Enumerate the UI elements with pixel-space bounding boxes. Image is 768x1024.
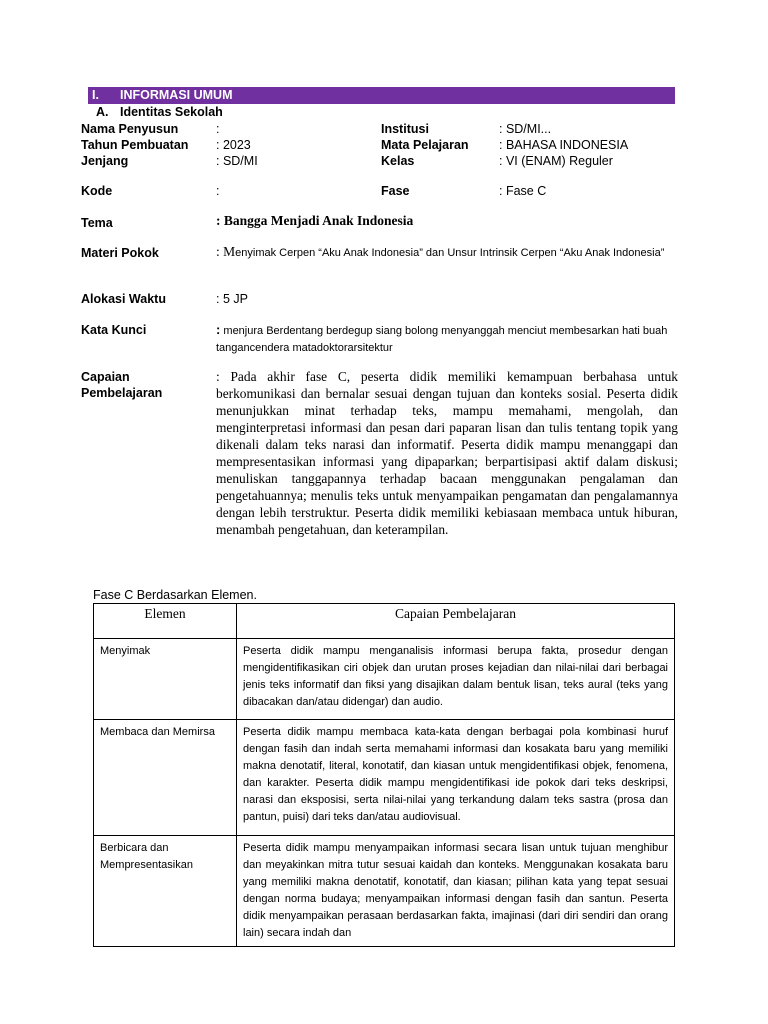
row-element-line1: Berbicara dan (100, 842, 169, 854)
value-institusi: : SD/MI... (499, 122, 552, 136)
table-row (94, 720, 675, 836)
section-header (88, 87, 675, 104)
header-elemen: Elemen (94, 604, 237, 639)
row-element-line2: Mempresentasikan (100, 859, 193, 871)
label-materi-pokok: Materi Pokok (81, 246, 159, 260)
row-text: Peserta didik mampu menganalisis informasi berupa fakta, prosedur dengan mengidentifikasikan ciri objek dan urutan proses kejadian dan nilai-nilai dari berbagai jenis teks informatif dan fiksi yang disajikan dalam bentuk lisan, teks aural (teks yang dibacakan dan/atau didengar) dan audio. (237, 639, 675, 720)
label-kode: Kode (81, 184, 113, 198)
label-jenjang: Jenjang (81, 154, 129, 168)
materi-pokok-text: enyimak Cerpen “Aku Anak Indonesia” dan Unsur Intrinsik Cerpen “Aku Anak Indonesia” (235, 247, 665, 259)
value-kata-kunci (216, 321, 678, 357)
label-kata-kunci: Kata Kunci (81, 323, 147, 337)
row-element (94, 836, 237, 947)
value-materi-pokok (216, 243, 678, 262)
table-row (94, 836, 675, 947)
subsection-title: Identitas Sekolah (120, 105, 223, 119)
value-tahun-pembuatan: : 2023 (216, 138, 251, 152)
row-text: Peserta didik mampu menyampaikan informasi secara lisan untuk tujuan menghibur dan meyakinkan mitra tutur sesuai kaidah dan konteks. Menggunakan kosakata baru yang memiliki makna denotatif, konotatif, dan kiasan; pilihan kata yang tepat sesuai dengan norma budaya; menyampaikan informasi dengan fasih dan santun. Peserta didik menyampaikan perasaan berdasarkan fakta, imajinasi (dari diri sendiri dan orang lain) secara indah dan (237, 836, 675, 947)
label-nama-penyusun: Nama Penyusun (81, 122, 179, 136)
section-number: I. (92, 88, 99, 102)
row-element: Menyimak (94, 639, 237, 720)
materi-pokok-colon: : M (216, 244, 236, 259)
value-nama-penyusun: : (216, 122, 220, 136)
capaian-pembelajaran-text: : Pada akhir fase C, peserta didik memiliki kemampuan berbahasa untuk berkomunikasi dan bernalar sesuai dengan tujuan dan konteks sosial. Peserta didik menunjukkan minat terhadap teks, mampu memahami, mengolah, dan menginterpretasi informasi dan pesan dari paparan lisan dan tulis tentang topik yang dikenali dalam teks narasi dan informatif. Peserta didik mampu menanggapi dan mempresentasikan informasi yang dipaparkan; berpartisipasi aktif dalam diskusi; menuliskan tanggapannya terhadap bacaan menggunakan pengalaman dan pengetahuannya; menulis teks untuk menyampaikan pengamatan dan pengalamannya dengan lebih terstruktur. Peserta didik memiliki kebiasaan membaca untuk hiburan, menambah pengetahuan, dan keterampilan. (216, 369, 678, 537)
header-capaian: Capaian Pembelajaran (237, 604, 675, 639)
value-alokasi-waktu: : 5 JP (216, 292, 248, 306)
value-kode: : (216, 184, 220, 198)
table-caption: Fase C Berdasarkan Elemen. (93, 588, 257, 602)
label-kelas: Kelas (381, 154, 415, 168)
kata-kunci-colon: : (216, 322, 221, 337)
row-element: Membaca dan Memirsa (94, 720, 237, 836)
label-capaian-line1: Capaian (81, 370, 130, 384)
label-alokasi-waktu: Alokasi Waktu (81, 292, 166, 306)
subsection-header (96, 105, 223, 119)
table-row (94, 639, 675, 720)
label-tahun-pembuatan: Tahun Pembuatan (81, 138, 189, 152)
label-mata-pelajaran: Mata Pelajaran (381, 138, 469, 152)
value-kelas: : VI (ENAM) Reguler (499, 154, 613, 168)
kata-kunci-text: menjura Berdentang berdegup siang bolong menyanggah menciut membesarkan hati buah tangancendera matadoktorarsitektur (216, 325, 668, 354)
value-jenjang: : SD/MI (216, 154, 258, 168)
section-title: INFORMASI UMUM (120, 88, 233, 102)
label-institusi: Institusi (381, 122, 429, 136)
subsection-letter: A. (96, 105, 109, 119)
capaian-table (93, 603, 675, 947)
label-fase: Fase (381, 184, 410, 198)
label-capaian-line2: Pembelajaran (81, 386, 163, 400)
table-header-row (94, 604, 675, 639)
row-text: Peserta didik mampu membaca kata-kata dengan berbagai pola kombinasi huruf dengan fasih dan indah serta memahami informasi dan kosakata baru yang memiliki makna denotatif, literal, konotatif, dan kiasan untuk mengidentifikasi objek, fenomena, dan karakter. Peserta didik mampu mengidentifikasi ide pokok dari teks deskripsi, narasi dan eksposisi, serta nilai-nilai yang terkandung dalam teks sastra (prosa dan pantun, puisi) dari teks dan/atau audiovisual. (237, 720, 675, 836)
label-tema: Tema (81, 216, 113, 230)
value-tema: : Bangga Menjadi Anak Indonesia (216, 213, 414, 228)
value-fase: : Fase C (499, 184, 547, 198)
value-mata-pelajaran: : BAHASA INDONESIA (499, 138, 629, 152)
